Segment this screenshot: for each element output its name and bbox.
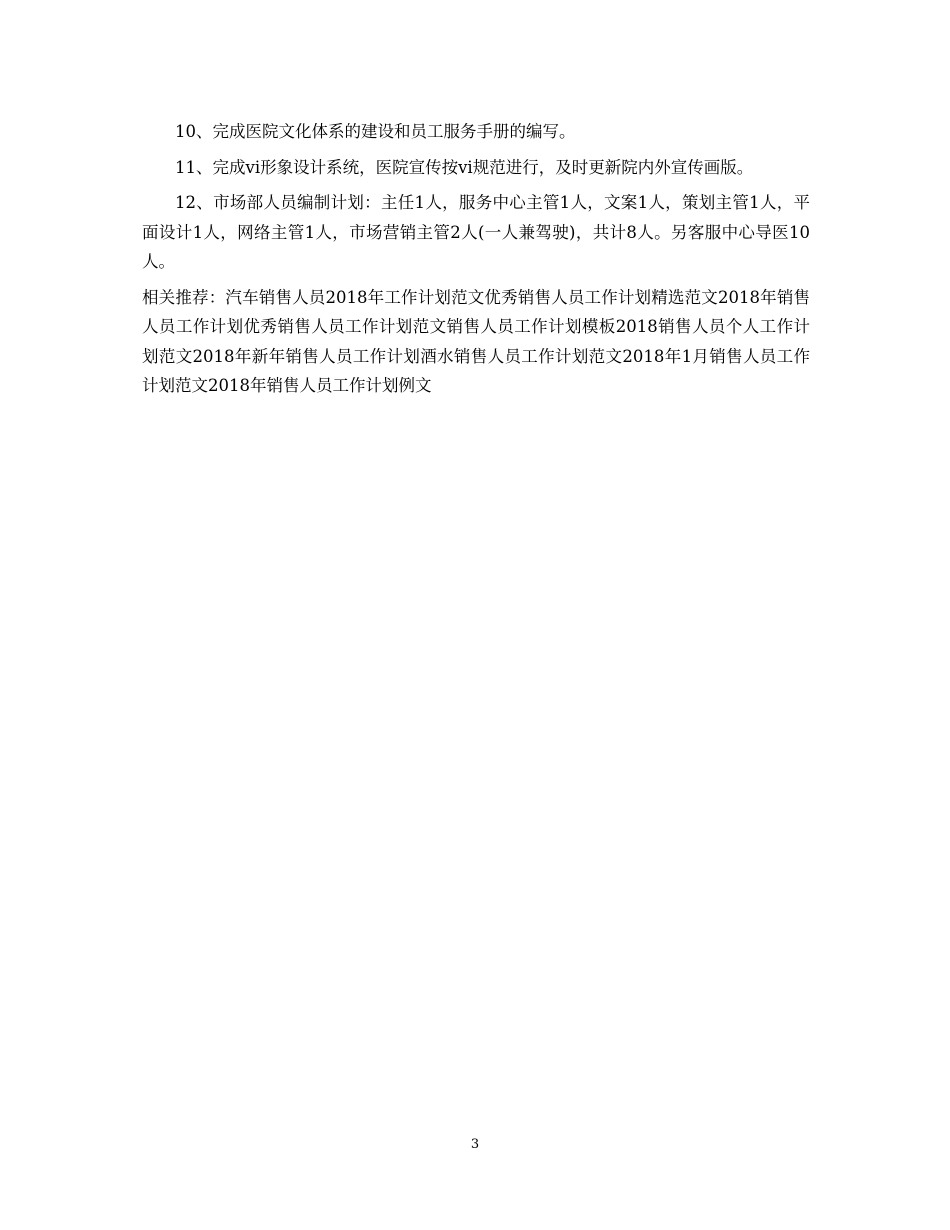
document-body — [142, 117, 810, 401]
paragraph-item-10: 10、完成医院文化体系的建设和员工服务手册的编写。 — [175, 122, 576, 141]
paragraph-item-12: 12、市场部人员编制计划：主任1人，服务中心主管1人，文案1人，策划主管1人，平面设计1人，网络主管1人，市场营销主管2人(一人兼驾驶)，共计8人。另客服中心导医10人。 — [142, 193, 810, 271]
paragraph-item-11: 11、完成vi形象设计系统，医院宣传按vi规范进行，及时更新院内外宣传画版。 — [175, 157, 754, 177]
page-number: 3 — [470, 1137, 480, 1152]
related-recommendations: 相关推荐：汽车销售人员2018年工作计划范文优秀销售人员工作计划精选范文2018年销售人员工作计划优秀销售人员工作计划范文销售人员工作计划模板2018销售人员个人工作计划范文2018年新年销售人员工作计划酒水销售人员工作计划范文2018年1月销售人员工作计划范文2018年销售人员工作计划例文 — [142, 287, 810, 395]
